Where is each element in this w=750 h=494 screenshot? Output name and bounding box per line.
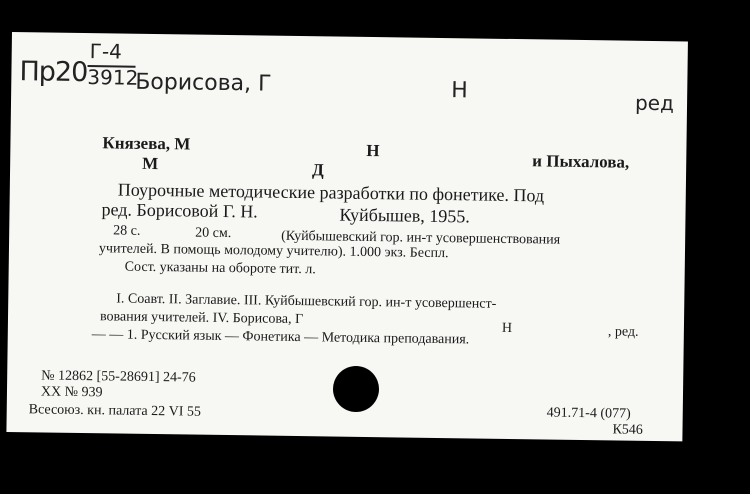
handwritten-author: Борисова, Г <box>135 69 272 97</box>
tracing-line-3: — — 1. Русский язык — Фонетика — Методика преподавания. <box>91 327 470 348</box>
title-line-1: Поурочные методические разработки по фонетике. Под <box>117 179 545 206</box>
record-number: № 12862 [55-28691] 24-76 <box>41 368 196 386</box>
edition-line: учителей. В помощь молодому учителю). 1.000 экз. Беспл. <box>98 241 449 262</box>
book-chamber: Всесоюз. кн. палата 22 VI 55 <box>28 402 202 420</box>
compilers-note: Сост. указаны на обороте тит. л. <box>124 259 316 278</box>
series-note: (Куйбышевский гор. ин-т усовершенствования <box>281 228 561 248</box>
pages: 28 с. <box>113 223 141 239</box>
author-mark: К546 <box>612 422 643 438</box>
title-line-2a: ред. Борисовой Г. Н. <box>101 199 258 222</box>
handwritten-author-initial: Н <box>451 78 468 104</box>
shelf-mark: Пр20 <box>19 56 88 89</box>
heading-initial: Н <box>366 140 380 161</box>
heading-initial-d: Д <box>311 160 324 180</box>
tracing-line-2c: , ред. <box>607 324 639 340</box>
tracing-line-2b: Н <box>501 320 513 337</box>
heading-name: Князева, М <box>102 133 191 154</box>
size: 20 см. <box>195 225 232 242</box>
call-number-top: Г-4 <box>89 39 123 64</box>
heading-initial-m: М <box>142 153 159 174</box>
series-number: XX № 939 <box>40 384 103 401</box>
heading-coauthor: и Пыхалова, <box>532 151 630 172</box>
tracing-line-2a: вования учителей. IV. Борисова, Г <box>99 309 304 328</box>
call-number-bottom: 3912 <box>87 65 139 90</box>
tracing-line-1: I. Соавт. II. Заглавие. III. Куйбышевский гор. ин-т усовершенст- <box>116 291 497 312</box>
card-punch-hole <box>333 366 379 412</box>
classification: 491.71-4 (077) <box>546 405 631 422</box>
title-line-2b: Куйбышев, 1955. <box>339 204 471 227</box>
handwritten-editor: ред <box>634 90 675 116</box>
